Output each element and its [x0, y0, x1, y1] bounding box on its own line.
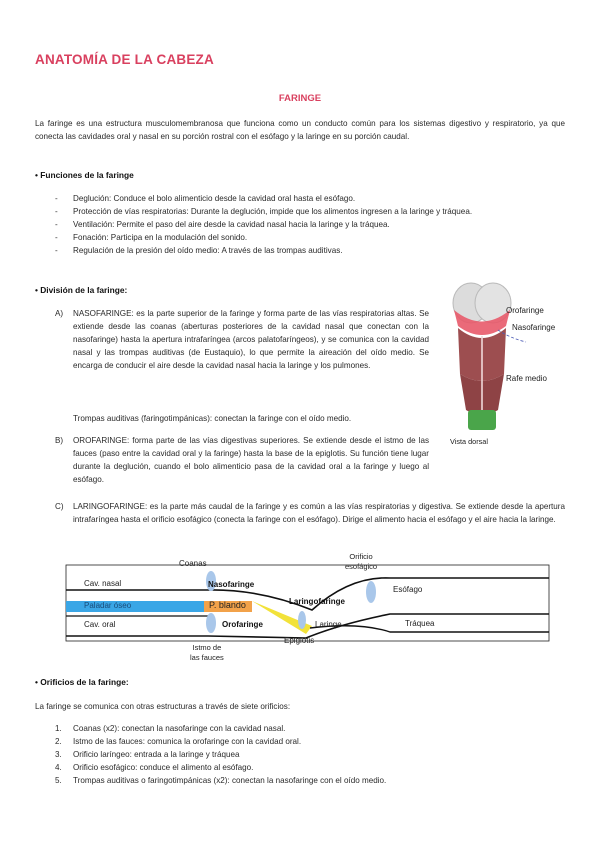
- diagram-label-esofago: Esófago: [393, 585, 423, 594]
- item-laringofaringe: [55, 500, 565, 526]
- diagram-label-epiglotis: Epiglotis: [284, 636, 315, 645]
- list-item: - Deglución: Conduce el bolo alimenticio desde la cavidad oral hasta el esófago.: [55, 194, 356, 203]
- list-item: - Protección de vías respiratorias: Durante la deglución, impide que los alimentos ingresen a la laringe y tráquea.: [55, 207, 473, 216]
- laryngeal-orifice-oval: [298, 611, 306, 629]
- esophageal-orifice-oval: [366, 581, 376, 603]
- pharynx-section-diagram: [60, 548, 555, 670]
- orificios-list: [55, 722, 555, 787]
- page-title: ANATOMÍA DE LA CABEZA: [35, 52, 214, 67]
- esophagus-shape: [468, 410, 496, 430]
- nasofaringe-text: NASOFARINGE: es la parte superior de la faringe y forma parte de las vías respiratorias altas. Se extiende desde las coanas (aberturas posteriores de la cavidad nasal que conectan con la nasofaringe) hasta la apertura intrafaríngea (arcos palatofaríngeos), y se comunica con la cavidad nasal y las trompas auditivas (de Eustaquio), lo que permite la aireación del oído medio. Se encarga de conducir el aire desde la cavidad nasal hacia la laringe y los pulmones.: [73, 309, 429, 370]
- figure-label-orofaringe: Orofaringe: [506, 306, 544, 315]
- trompas-note: Trompas auditivas (faringotimpánicas): conectan la faringe con el oído medio.: [73, 414, 352, 423]
- diagram-label-coanas: Coanas: [179, 559, 207, 568]
- list-item: - Fonación: Participa en la modulación del sonido.: [55, 233, 248, 242]
- section-title: FARINGE: [278, 93, 322, 104]
- orofaringe-text: OROFARINGE: forma parte de las vías digestivas superiores. Se extiende desde el istmo de las fauces (paso entre la cavidad oral y la faringe) hasta la base de la epiglotis. Su función tiene lugar durante la deglución, cuando el bolo alimenticio pasa de la cavidad oral a la faringe y luego al esófago.: [73, 436, 429, 484]
- diagram-label-traquea: Tráquea: [405, 619, 435, 628]
- list-item: 3. Orificio laríngeo: entrada a la laringe y tráquea: [55, 750, 240, 759]
- diagram-label-cav-oral: Cav. oral: [84, 620, 116, 629]
- list-item: - Regulación de la presión del oído medio: A través de las trompas auditivas.: [55, 246, 343, 255]
- diagram-label-istmo: Istmo de las fauces: [190, 643, 224, 662]
- division-heading: • División de la faringe:: [35, 285, 128, 295]
- list-item: 1. Coanas (x2): conectan la nasofaringe con la cavidad nasal.: [55, 724, 286, 733]
- diagram-label-paladar-oseo: Paladar óseo: [84, 601, 132, 610]
- list-item: - Ventilación: Permite el paso del aire desde la cavidad nasal hacia la laringe y la tráquea.: [55, 220, 390, 229]
- pharynx-dorsal-figure: [440, 278, 570, 458]
- figure-label-rafe: Rafe medio: [506, 374, 547, 383]
- item-letter: A): [55, 309, 64, 318]
- list-item: 5. Trompas auditivas o faringotimpánicas (x2): conectan la nasofaringe con el oído medio.: [55, 776, 387, 785]
- diagram-label-laringofaringe: Laringofaringe: [289, 597, 346, 606]
- diagram-label-orificio-esofagico: Orificio esofágico: [345, 552, 378, 571]
- diagram-label-cav-nasal: Cav. nasal: [84, 579, 122, 588]
- item-letter: B): [55, 436, 64, 445]
- item-nasofaringe: [55, 307, 429, 372]
- list-item: 2. Istmo de las fauces: comunica la orofaringe con la cavidad oral.: [55, 737, 302, 746]
- funciones-list: [55, 192, 565, 257]
- diagram-label-laringe: Laringe: [315, 620, 342, 629]
- isthmus-oval: [206, 613, 216, 633]
- item-orofaringe: [55, 434, 429, 486]
- list-item: 4. Orificio esofágico: conduce el alimento al esófago.: [55, 763, 254, 772]
- funciones-heading: • Funciones de la faringe: [35, 170, 134, 180]
- laringofaringe-text: LARINGOFARINGE: es la parte más caudal de la faringe y es común a las vías respiratorias y digestiva. Se extiende desde la apertura intrafaríngea hasta el orificio esofágico (conecta la faringe con el esófago). Dirige el alimento hacia el esófago y el aire hacia la laringe.: [73, 502, 565, 524]
- diagram-label-p-blando: P. blando: [209, 600, 246, 610]
- orificios-heading: • Orificios de la faringe:: [35, 677, 129, 687]
- item-letter: C): [55, 502, 64, 511]
- diagram-label-orofaringe: Orofaringe: [222, 620, 263, 629]
- figure-label-nasofaringe: Nasofaringe: [512, 323, 556, 332]
- figure-caption: Vista dorsal: [450, 437, 488, 446]
- diagram-label-nasofaringe: Nasofaringe: [208, 580, 255, 589]
- orificios-intro: La faringe se comunica con otras estructuras a través de siete orificios:: [35, 702, 291, 711]
- intro-paragraph: La faringe es una estructura musculomembranosa que funciona como un conducto común para los sistemas digestivo y respiratorio, ya que conecta las cavidades oral y nasal en su porción rostral con el esófago y la laringe en su porción caudal.: [35, 119, 565, 141]
